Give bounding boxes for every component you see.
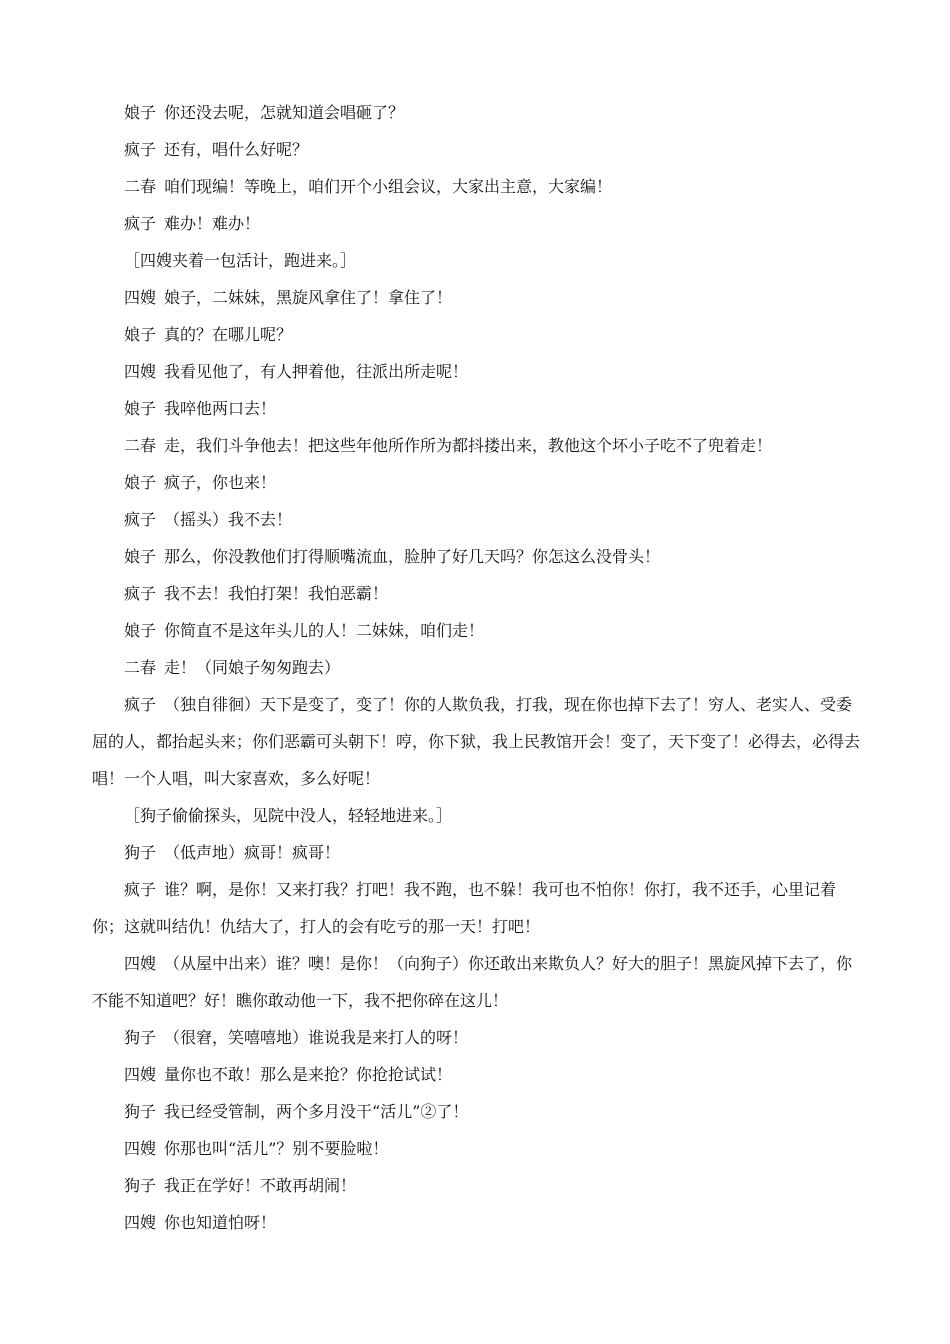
line-text: 真的？在哪儿呢？ <box>164 325 293 344</box>
line-text: 娘子，二妹妹，黑旋风拿住了！拿住了！ <box>164 288 453 307</box>
line-text: （独自徘徊）天下是变了，变了！你的人欺负我，打我，现在你也掉下去了！穷人、老实人、受委屈的人，都抬起头来；你们恶霸可头朝下！哼，你下狱，我上民教馆开会！变了，天下变了！必得去，必得去唱！一个人唱，叫大家喜欢，多么好呢！ <box>92 695 861 788</box>
dialogue-line <box>92 575 860 612</box>
speaker-name: 狗子 <box>124 1028 157 1047</box>
script-text <box>92 94 860 1241</box>
speaker-name: 娘子 <box>124 621 157 640</box>
line-text: 我啐他两口去！ <box>164 399 277 418</box>
speaker-name: 疯子 <box>124 140 157 159</box>
speaker-name: 二春 <box>124 177 157 196</box>
speaker-name: 娘子 <box>124 103 157 122</box>
speaker-name: 狗子 <box>124 1102 157 1121</box>
dialogue-line <box>92 686 860 797</box>
speaker-name: 娘子 <box>124 325 157 344</box>
dialogue-line <box>92 131 860 168</box>
dialogue-line <box>92 1130 860 1167</box>
line-text: 你简直不是这年头儿的人！二妹妹，咱们走！ <box>164 621 485 640</box>
dialogue-line <box>92 871 860 945</box>
dialogue-line <box>92 427 860 464</box>
speaker-name: 疯子 <box>124 510 157 529</box>
line-text: 我不去！我怕打架！我怕恶霸！ <box>164 584 389 603</box>
speaker-name: 疯子 <box>124 695 157 714</box>
speaker-name: 狗子 <box>124 1176 157 1195</box>
speaker-name: 四嫂 <box>124 1213 157 1232</box>
speaker-name: 二春 <box>124 658 157 677</box>
dialogue-line <box>92 1019 860 1056</box>
dialogue-line <box>92 834 860 871</box>
speaker-name: 娘子 <box>124 473 157 492</box>
dialogue-line <box>92 390 860 427</box>
line-text: 那么，你没教他们打得顺嘴流血，脸肿了好几天吗？你怎这么没骨头！ <box>164 547 661 566</box>
dialogue-line <box>92 1204 860 1241</box>
dialogue-line <box>92 279 860 316</box>
line-text: 我看见他了，有人押着他，往派出所走呢！ <box>164 362 469 381</box>
line-text: 你那也叫“活儿”？别不要脸啦！ <box>164 1139 389 1158</box>
speaker-name: 四嫂 <box>124 954 157 973</box>
line-text: 我已经受管制，两个多月没干“活儿”②了！ <box>164 1102 469 1121</box>
line-text: 我正在学好！不敢再胡闹！ <box>164 1176 357 1195</box>
dialogue-line <box>92 1167 860 1204</box>
line-text: （摇头）我不去！ <box>164 510 293 529</box>
line-text: 你还没去呢，怎就知道会唱砸了？ <box>164 103 405 122</box>
line-text: 咱们现编！等晚上，咱们开个小组会议，大家出主意，大家编！ <box>164 177 613 196</box>
line-text: 走，我们斗争他去！把这些年他所作所为都抖搂出来，教他这个坏小子吃不了兜着走！ <box>164 436 773 455</box>
line-text: 走！（同娘子匆匆跑去） <box>164 658 341 677</box>
line-text: 量你也不敢！那么是来抢？你抢抢试试！ <box>164 1065 453 1084</box>
dialogue-line <box>92 94 860 131</box>
line-text: 疯子，你也来！ <box>164 473 277 492</box>
line-text: 还有，唱什么好呢？ <box>164 140 309 159</box>
speaker-name: 疯子 <box>124 214 157 233</box>
speaker-name: 四嫂 <box>124 1139 157 1158</box>
stage-direction: ［四嫂夹着一包活计，跑进来。］ <box>124 251 357 270</box>
dialogue-line <box>92 464 860 501</box>
stage-direction: ［狗子偷偷探头，见院中没人，轻轻地进来。］ <box>124 806 453 825</box>
line-text: 你也知道怕呀！ <box>164 1213 277 1232</box>
speaker-name: 四嫂 <box>124 288 157 307</box>
dialogue-line <box>92 316 860 353</box>
line-text: （低声地）疯哥！疯哥！ <box>164 843 341 862</box>
speaker-name: 疯子 <box>124 584 157 603</box>
speaker-name: 娘子 <box>124 547 157 566</box>
speaker-name: 二春 <box>124 436 157 455</box>
speaker-name: 娘子 <box>124 399 157 418</box>
dialogue-line <box>92 501 860 538</box>
speaker-name: 疯子 <box>124 880 157 899</box>
line-text: 谁？啊，是你！又来打我？打吧！我不跑，也不躲！我可也不怕你！你打，我不还手，心里记着你；这就叫结仇！仇结大了，打人的会有吃亏的那一天！打吧！ <box>92 880 837 936</box>
line-text: （很窘，笑嘻嘻地）谁说我是来打人的呀！ <box>164 1028 469 1047</box>
speaker-name: 四嫂 <box>124 1065 157 1084</box>
dialogue-line <box>92 205 860 242</box>
dialogue-line <box>92 649 860 686</box>
dialogue-line <box>92 1093 860 1130</box>
dialogue-line <box>92 612 860 649</box>
speaker-name: 狗子 <box>124 843 157 862</box>
dialogue-line <box>92 538 860 575</box>
line-text: （从屋中出来）谁？噢！是你！（向狗子）你还敢出来欺负人？好大的胆子！黑旋风掉下去了，你不能不知道吧？好！瞧你敢动他一下，我不把你碎在这儿！ <box>92 954 853 1010</box>
dialogue-line <box>92 945 860 1019</box>
line-text: 难办！难办！ <box>164 214 261 233</box>
speaker-name: 四嫂 <box>124 362 157 381</box>
dialogue-line <box>92 168 860 205</box>
dialogue-line <box>92 1056 860 1093</box>
dialogue-line <box>92 353 860 390</box>
